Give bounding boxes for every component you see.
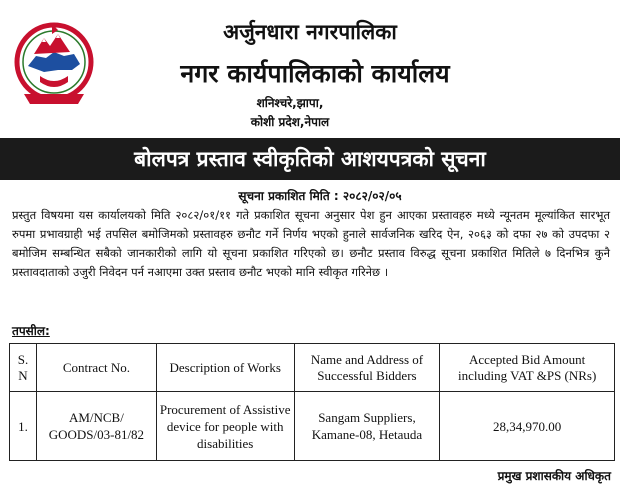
header-contract-no: Contract No.	[36, 344, 156, 392]
notice-title-banner	[0, 138, 620, 180]
schedule-label: तपसील:	[12, 324, 50, 338]
cell-contract-no: AM/NCB/ GOODS/03-81/82	[36, 392, 156, 461]
header-description: Description of Works	[156, 344, 294, 392]
header-sn: S. N	[10, 344, 37, 392]
office-name: नगर कार्यपालिकाको कार्यालय	[180, 59, 450, 88]
signatory-title: प्रमुख प्रशासकीय अधिकृत	[497, 469, 611, 483]
cell-bidder: Sangam Suppliers, Kamane-08, Hetauda	[294, 392, 440, 461]
header-bidder: Name and Address of Successful Bidders	[294, 344, 440, 392]
cell-description: Procurement of Assistive device for people with disabilities	[156, 392, 294, 461]
notice-title: बोलपत्र प्रस्ताव स्वीकृतिको आशयपत्रको सूचना	[134, 147, 486, 171]
municipality-name: अर्जुनधारा नगरपालिका	[223, 20, 397, 44]
table-header-row	[10, 344, 615, 392]
published-date: सूचना प्रकाशित मिति : २०८२/०२/०५	[238, 189, 402, 203]
location-line-2: कोशी प्रदेश,नेपाल	[250, 115, 330, 129]
table-row	[10, 392, 615, 461]
government-emblem	[14, 20, 94, 110]
header-amount: Accepted Bid Amount including VAT &PS (NRs)	[440, 344, 615, 392]
cell-sn: 1.	[10, 392, 37, 461]
notice-body: प्रस्तुत विषयमा यस कार्यालयको मिति २०८२/०१/११ गते प्रकाशित सूचना अनुसार पेश हुन आएका प्रस्तावहरु मध्ये न्यूनतम मूल्यांकित सारभूत रुपमा प्रभावग्राही भई तपसिल बमोजिमको प्रस्तावहरु छनौट गर्ने निर्णय भएको हुनाले सार्वजनिक खरिद ऐन, २०६३ को दफा २७ को उपदफा २ बमोजिम सम्बन्धित सबैको जानकारीको लागि यो सूचना प्रकाशित गरिएको छ। छनौट प्रस्ताव विरुद्ध सूचना प्रकाशित मितिले ७ दिनभित्र कुनै प्रस्तावदाताको उजुरी निवेदन पर्न नआएमा उक्त प्रस्ताव छनौट भएको मानि स्वीकृत गरिनेछ ।	[12, 208, 610, 279]
cell-amount: 28,34,970.00	[440, 392, 615, 461]
bid-acceptance-table	[9, 343, 615, 461]
location-line-1: शनिश्चरे,झापा,	[256, 96, 324, 110]
